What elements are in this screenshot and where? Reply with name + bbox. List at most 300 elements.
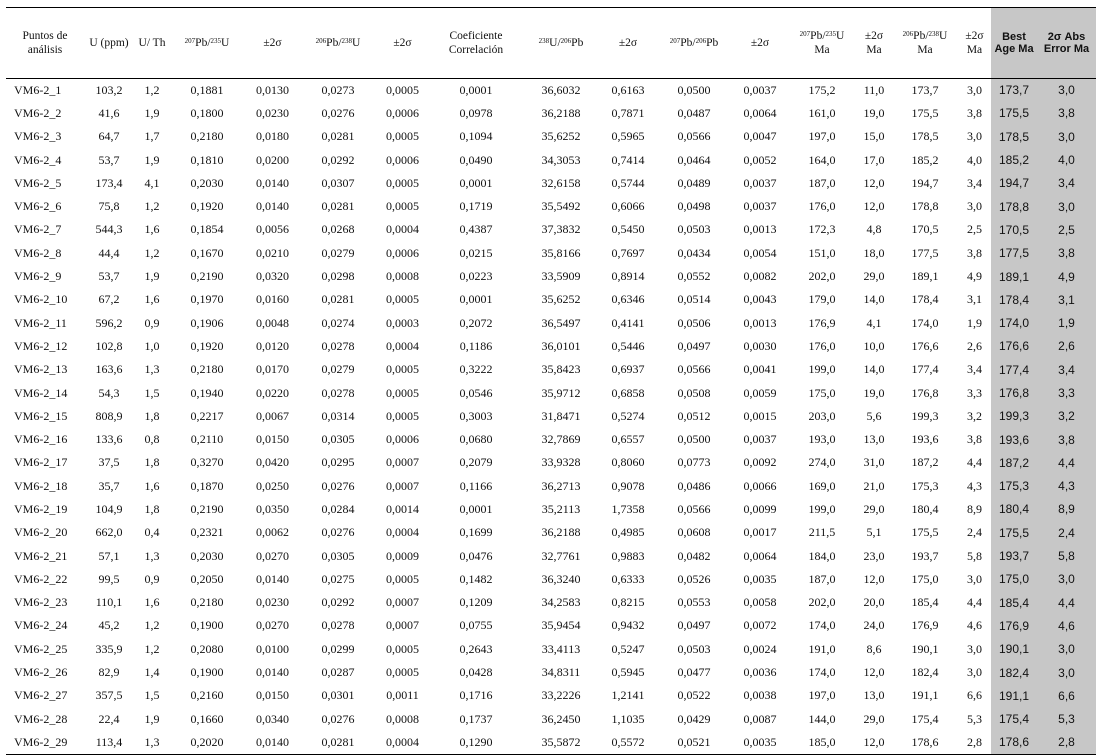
table-cell: 67,2 (98, 292, 120, 307)
table-cell: 35,6252 (541, 129, 581, 144)
table-cell: 0,1881 (190, 82, 224, 97)
table-cell: 0,0487 (677, 105, 711, 120)
table-cell: 0,4141 (611, 315, 645, 330)
table-cell: 0,0497 (677, 618, 711, 633)
table-cell: 32,7869 (541, 432, 581, 447)
table-row (6, 79, 1096, 102)
table-row (6, 521, 1096, 544)
table-cell: 0,0546 (459, 385, 493, 400)
table-cell: 35,8423 (541, 362, 581, 377)
table-cell: 0,0062 (256, 525, 289, 540)
table-row (6, 614, 1096, 637)
table-cell: 199,3 (911, 408, 939, 423)
table-cell: 199,0 (808, 501, 836, 516)
table-cell: 0,0140 (256, 665, 289, 680)
table-cell: 15,0 (863, 129, 885, 144)
table-cell: 357,5 (95, 688, 123, 703)
table-cell: 0,0552 (677, 269, 711, 284)
table-row (6, 428, 1096, 451)
table-cell: 45,2 (98, 618, 120, 633)
table-cell: 0,0305 (321, 432, 355, 447)
table-cell: 0,0059 (743, 385, 777, 400)
table-cell: 3,0 (967, 82, 982, 97)
table-cell: 176,9 (911, 618, 939, 633)
table-cell: 0,0052 (743, 152, 777, 167)
table-cell: 0,0508 (677, 385, 711, 400)
table-row (6, 218, 1096, 241)
analysis-point-id: VM6-2_27 (14, 688, 68, 703)
table-cell: 0,2180 (190, 595, 224, 610)
table-cell: 0,0120 (256, 338, 289, 353)
table-cell: 175,0 (911, 571, 939, 586)
table-cell: 1,2 (144, 82, 160, 97)
table-cell: 3,1 (1037, 288, 1096, 311)
table-cell: 0,0005 (386, 362, 419, 377)
table-cell: 0,0220 (256, 385, 289, 400)
table-cell: 0,4985 (611, 525, 645, 540)
analysis-point-id: VM6-2_11 (14, 315, 67, 330)
table-cell: 0,8215 (611, 595, 645, 610)
table-cell: 0,0223 (459, 269, 493, 284)
table-cell: 176,6 (911, 338, 939, 353)
table-cell: 185,2 (911, 152, 939, 167)
table-cell: 0,1699 (459, 525, 493, 540)
header-u-ppm: U (ppm) (84, 8, 134, 79)
table-cell: 0,1209 (459, 595, 493, 610)
table-cell: 0,0007 (386, 618, 419, 633)
table-cell: 0,0276 (321, 711, 355, 726)
analysis-point-id: VM6-2_14 (14, 385, 68, 400)
table-cell: 0,0489 (677, 175, 711, 190)
table-cell: 0,0350 (256, 501, 289, 516)
table-cell: 0,0278 (321, 338, 355, 353)
table-cell: 0,0275 (321, 571, 355, 586)
table-cell: 177,5 (991, 242, 1037, 265)
analysis-point-id: VM6-2_4 (14, 152, 62, 167)
table-cell: 0,0490 (459, 152, 493, 167)
table-cell: 33,2226 (541, 688, 581, 703)
table-cell: 0,0035 (743, 571, 777, 586)
table-cell: 176,8 (991, 381, 1037, 404)
table-row (6, 568, 1096, 591)
table-cell: 0,0130 (256, 82, 289, 97)
table-cell: 6,6 (1037, 684, 1096, 707)
table-row (6, 102, 1096, 125)
table-cell: 164,0 (808, 152, 836, 167)
table-cell: 99,5 (98, 571, 120, 586)
table-cell: 0,0064 (743, 105, 777, 120)
table-cell: 3,0 (1037, 79, 1096, 102)
table-cell: 173,7 (911, 82, 939, 97)
table-cell: 54,3 (98, 385, 120, 400)
table-cell: 0,0140 (256, 571, 289, 586)
table-cell: 0,0608 (677, 525, 711, 540)
table-row (6, 125, 1096, 148)
table-cell: 174,0 (991, 311, 1037, 334)
table-cell: 0,0522 (677, 688, 711, 703)
table-cell: 0,0007 (386, 478, 419, 493)
table-row (6, 475, 1096, 498)
table-cell: 1,6 (144, 292, 160, 307)
table-cell: 0,0087 (743, 711, 777, 726)
table-cell: 0,0305 (321, 548, 355, 563)
table-row (6, 708, 1096, 731)
table-cell: 0,1854 (190, 222, 224, 237)
table-cell: 0,0276 (321, 525, 355, 540)
table-cell: 8,6 (866, 641, 882, 656)
table-cell: 0,2072 (459, 315, 493, 330)
table-cell: 8,9 (1037, 498, 1096, 521)
table-cell: 18,0 (863, 245, 885, 260)
table-cell: 0,1970 (190, 292, 224, 307)
table-cell: 113,4 (84, 731, 134, 754)
table-cell: 0,0506 (677, 315, 711, 330)
table-cell: 0,0486 (677, 478, 711, 493)
table-cell: 0,0001 (459, 175, 493, 190)
table-cell: 0,0005 (386, 408, 419, 423)
table-cell: 1,6 (144, 222, 160, 237)
table-cell: 36,0101 (541, 338, 581, 353)
header-err-ma-1: ±2σ Ma (856, 8, 892, 79)
table-cell: 3,4 (967, 175, 982, 190)
table-cell: 175,4 (991, 708, 1037, 731)
table-cell: 0,0160 (256, 292, 289, 307)
table-cell: 0,0100 (256, 641, 289, 656)
table-cell: 202,0 (808, 269, 836, 284)
table-cell: 0,0292 (321, 152, 355, 167)
table-cell: 5,3 (967, 711, 982, 726)
table-cell: 3,8 (1037, 428, 1096, 451)
table-cell: 0,0170 (256, 362, 289, 377)
table-cell: 0,6163 (611, 82, 645, 97)
table-cell: 0,1737 (459, 711, 493, 726)
table-cell: 34,8311 (541, 665, 581, 680)
analysis-point-id: VM6-2_18 (14, 478, 68, 493)
table-cell: 1,0 (144, 338, 160, 353)
table-cell: 53,7 (98, 269, 120, 284)
table-cell: 0,9078 (611, 478, 645, 493)
table-cell: 0,0680 (459, 432, 493, 447)
table-cell: 3,0 (1037, 568, 1096, 591)
header-err-1: ±2σ (244, 8, 301, 79)
table-cell: 0,1810 (190, 152, 224, 167)
table-cell: 0,0500 (677, 82, 711, 97)
table-cell: 33,5909 (541, 269, 581, 284)
analysis-point-id: VM6-2_1 (14, 82, 62, 97)
table-cell: 1,6 (144, 478, 160, 493)
table-cell: 0,0553 (677, 595, 711, 610)
table-cell: 0,0004 (386, 338, 419, 353)
table-cell: 0,0278 (321, 385, 355, 400)
table-row (6, 544, 1096, 567)
analysis-point-id: VM6-2_21 (14, 548, 68, 563)
table-cell: 178,4 (911, 292, 939, 307)
table-cell: 0,0005 (386, 641, 419, 656)
table-row (6, 684, 1096, 707)
table-cell: 0,0056 (256, 222, 289, 237)
table-cell: 0,1800 (190, 105, 224, 120)
table-cell: 0,0011 (386, 688, 419, 703)
table-cell: 0,0566 (677, 501, 711, 516)
table-row (6, 265, 1096, 288)
table-cell: 174,0 (808, 665, 836, 680)
table-cell: 0,0036 (743, 665, 777, 680)
table-cell: 0,0038 (743, 688, 777, 703)
analysis-point-id: VM6-2_20 (14, 525, 68, 540)
table-cell: 175,4 (911, 711, 939, 726)
table-cell: 12,0 (863, 571, 885, 586)
table-cell: 197,0 (808, 688, 836, 703)
table-cell: 37,5 (98, 455, 120, 470)
table-cell: 174,0 (808, 618, 836, 633)
table-cell: 189,1 (991, 265, 1037, 288)
table-cell: 173,4 (95, 175, 123, 190)
table-cell: 1,9 (967, 315, 982, 330)
table-row (6, 591, 1096, 614)
header-err-4: ±2σ (732, 8, 788, 79)
table-cell: 1,7358 (611, 501, 645, 516)
table-cell: 32,6158 (541, 175, 581, 190)
table-cell: 0,0284 (321, 501, 355, 516)
table-cell: 103,2 (95, 82, 123, 97)
table-cell: 0,0066 (743, 478, 777, 493)
table-cell: 185,2 (991, 148, 1037, 171)
table-row (6, 358, 1096, 381)
table-cell: 190,1 (991, 638, 1037, 661)
table-cell: 4,1 (144, 175, 160, 190)
table-cell: 0,6346 (611, 292, 645, 307)
table-cell: 274,0 (808, 455, 836, 470)
table-cell: 0,1670 (190, 245, 224, 260)
table-cell: 176,6 (991, 335, 1037, 358)
table-cell: 0,0270 (256, 618, 289, 633)
table-cell: 0,0281 (321, 292, 355, 307)
table-cell: 0,5965 (611, 129, 645, 144)
table-cell: 4,6 (967, 618, 982, 633)
table-cell: 1,8 (144, 455, 160, 470)
table-cell: 0,0007 (386, 595, 419, 610)
table-cell: 0,7414 (611, 152, 645, 167)
table-cell: 0,0276 (321, 478, 355, 493)
table-cell: 0,3003 (459, 408, 493, 423)
header-err-ma-2: ±2σ Ma (958, 8, 991, 79)
table-cell: 133,6 (95, 432, 123, 447)
analysis-point-id: VM6-2_16 (14, 432, 68, 447)
table-cell: 174,0 (911, 315, 939, 330)
table-cell: 3,8 (1037, 242, 1096, 265)
table-cell: 0,0067 (256, 408, 289, 423)
table-cell: 8,9 (967, 501, 982, 516)
table-cell: 0,0250 (256, 478, 289, 493)
table-cell: 4,1 (866, 315, 882, 330)
table-cell: 189,1 (911, 269, 939, 284)
table-cell: 0,0755 (459, 618, 493, 633)
table-cell: 0,8 (144, 432, 160, 447)
analysis-point-id: VM6-2_22 (14, 571, 68, 586)
table-cell: 178,5 (911, 129, 939, 144)
table-cell: 182,4 (991, 661, 1037, 684)
table-cell: 0,0301 (321, 688, 355, 703)
table-cell: 1,9 (144, 152, 160, 167)
table-cell: 0,5446 (611, 338, 645, 353)
analysis-point-id: VM6-2_6 (14, 199, 62, 214)
table-cell: 0,2180 (190, 362, 224, 377)
table-cell: 0,2190 (190, 501, 224, 516)
table-cell: 0,1870 (190, 478, 224, 493)
table-cell: 0,0004 (386, 222, 419, 237)
table-cell: 0,0072 (743, 618, 777, 633)
header-err-3: ±2σ (600, 8, 656, 79)
table-cell: 1,9 (144, 105, 160, 120)
table-cell: 177,4 (911, 362, 939, 377)
table-cell: 17,0 (863, 152, 885, 167)
table-cell: 178,5 (991, 125, 1037, 148)
table-cell: 4,3 (967, 478, 982, 493)
table-cell: 0,2050 (190, 571, 224, 586)
table-cell: 0,5247 (611, 641, 645, 656)
header-pb207-pb206: $^{207}$Pb/$^{206}$Pb (656, 8, 732, 79)
table-cell: 0,1900 (190, 618, 224, 633)
table-cell: 0,0482 (677, 548, 711, 563)
table-cell: 176,9 (991, 614, 1037, 637)
table-cell: 0,0006 (386, 105, 419, 120)
table-row (6, 172, 1096, 195)
table-cell: 4,4 (1037, 451, 1096, 474)
table-cell: 82,9 (98, 665, 120, 680)
table-cell: 0,0064 (743, 548, 777, 563)
analysis-point-id: VM6-2_13 (14, 362, 68, 377)
table-cell: 0,6937 (611, 362, 645, 377)
table-cell: 175,5 (911, 525, 939, 540)
table-cell: 172,3 (808, 222, 836, 237)
table-cell: 0,0048 (256, 315, 289, 330)
table-cell: 34,2583 (541, 595, 581, 610)
table-cell: 4,0 (967, 152, 982, 167)
analysis-point-id: VM6-2_25 (14, 641, 68, 656)
table-cell: 0,2080 (190, 641, 224, 656)
table-row (6, 498, 1096, 521)
table-cell: 0,0276 (321, 105, 355, 120)
table-cell: 175,3 (991, 475, 1037, 498)
table-cell: 0,0210 (256, 245, 289, 260)
table-cell: 0,1906 (190, 315, 224, 330)
table-cell: 3,0 (1037, 638, 1096, 661)
table-cell: 0,0340 (256, 711, 289, 726)
table-cell: 0,0005 (386, 665, 419, 680)
table-cell: 19,0 (863, 105, 885, 120)
table-cell: 0,0420 (256, 455, 289, 470)
table-cell: 2,6 (967, 338, 982, 353)
table-cell: 0,0140 (256, 175, 289, 190)
table-cell: 0,0015 (743, 408, 777, 423)
table-cell: 0,0047 (743, 129, 777, 144)
table-cell: 57,1 (98, 548, 120, 563)
table-row (6, 731, 1096, 754)
table-cell: 0,0013 (743, 315, 777, 330)
table-cell: 36,2713 (541, 478, 581, 493)
table-cell: 0,0041 (743, 362, 777, 377)
table-cell: 2,4 (967, 525, 982, 540)
table-cell: 0,0008 (386, 269, 419, 284)
table-cell: 0,0058 (743, 595, 777, 610)
table-cell: 10,0 (863, 338, 885, 353)
table-cell: 0,0005 (386, 82, 419, 97)
table-cell: 36,3240 (541, 571, 581, 586)
table-cell: 0,0017 (743, 525, 777, 540)
table-cell: 191,1 (991, 684, 1037, 707)
table-cell: 3,0 (967, 571, 982, 586)
header-abs-error: 2σ Abs Error Ma (1037, 8, 1096, 79)
table-cell: 1,3 (134, 731, 170, 754)
table-cell: 3,0 (967, 665, 982, 680)
table-cell: 4,8 (866, 222, 882, 237)
table-cell: 35,5872 (522, 731, 600, 754)
table-cell: 0,0006 (386, 152, 419, 167)
table-cell: 193,7 (991, 544, 1037, 567)
table-cell: 3,8 (1037, 102, 1096, 125)
analysis-point-id: VM6-2_9 (14, 269, 62, 284)
header-point: Puntos de análisis (6, 8, 84, 79)
table-cell: 0,5450 (611, 222, 645, 237)
table-cell: 31,0 (863, 455, 885, 470)
table-cell: 0,2180 (190, 129, 224, 144)
table-cell: 0,0005 (386, 129, 419, 144)
table-cell: 35,8166 (541, 245, 581, 260)
table-cell: 199,0 (808, 362, 836, 377)
table-cell: 3,0 (967, 199, 982, 214)
table-cell: 0,0320 (256, 269, 289, 284)
table-cell: 0,0512 (677, 408, 711, 423)
table-cell: 176,0 (808, 199, 836, 214)
table-cell: 3,8 (967, 432, 982, 447)
table-cell: 5,6 (866, 408, 882, 423)
table-cell: 0,0503 (677, 641, 711, 656)
table-cell: 1,3 (144, 362, 160, 377)
table-cell: 176,8 (911, 385, 939, 400)
table-cell: 0,0215 (459, 245, 493, 260)
table-cell: 36,2188 (541, 105, 581, 120)
table-cell: 0,0006 (386, 245, 419, 260)
table-cell: 808,9 (95, 408, 123, 423)
table-cell: 0,0150 (256, 432, 289, 447)
uranium-lead-data-table (6, 7, 1096, 755)
table-cell: 41,6 (98, 105, 120, 120)
table-cell: 0,0279 (321, 245, 355, 260)
table-cell: 0,1482 (459, 571, 493, 586)
table-cell: 20,0 (863, 595, 885, 610)
table-cell: 0,0001 (459, 82, 493, 97)
header-correlation: Coeficiente Correlación (430, 8, 522, 79)
table-cell: 0,0140 (256, 199, 289, 214)
table-cell: 175,5 (991, 102, 1037, 125)
table-cell: 5,8 (967, 548, 982, 563)
table-cell: 190,1 (911, 641, 939, 656)
table-cell: 0,0287 (321, 665, 355, 680)
table-cell: 35,7 (98, 478, 120, 493)
table-cell: 0,1290 (430, 731, 522, 754)
table-cell: 14,0 (863, 362, 885, 377)
analysis-point-id: VM6-2_3 (14, 129, 62, 144)
table-cell: 211,5 (808, 525, 836, 540)
table-cell: 596,2 (95, 315, 123, 330)
table-cell: 0,2190 (190, 269, 224, 284)
analysis-point-id: VM6-2_2 (14, 105, 62, 120)
table-cell: 0,0054 (743, 245, 777, 260)
table-cell: 3,8 (967, 105, 982, 120)
table-cell: 0,0270 (256, 548, 289, 563)
table-cell: 1,2 (144, 618, 160, 633)
table-cell: 0,0429 (677, 711, 711, 726)
